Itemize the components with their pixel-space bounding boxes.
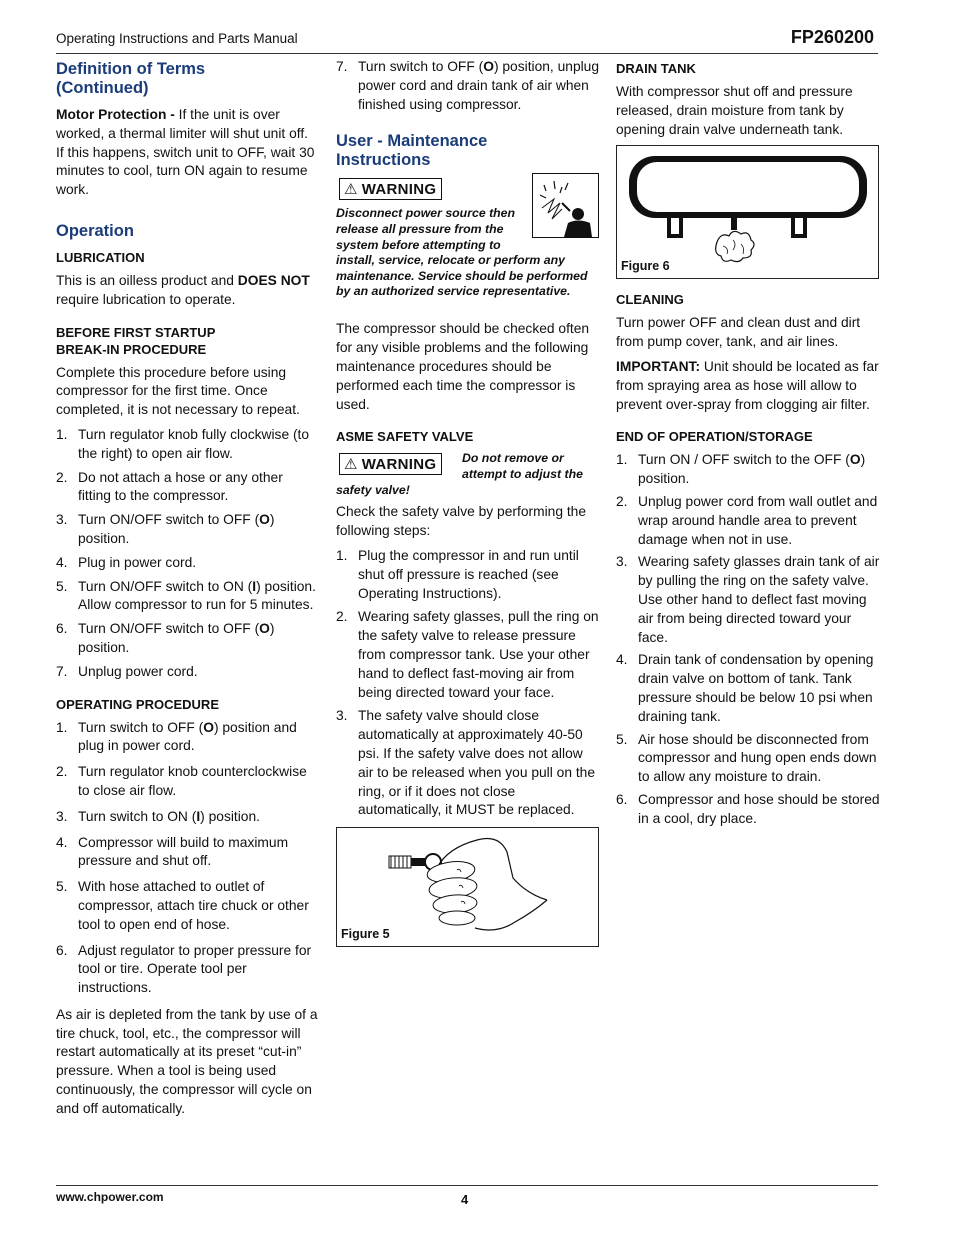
list-item bbox=[56, 808, 318, 827]
step-number: 6. bbox=[616, 791, 628, 807]
page-number: 4 bbox=[461, 1192, 469, 1207]
figure-5-label: Figure 5 bbox=[341, 927, 390, 942]
cleaning-paragraph: Turn power OFF and clean dust and dirt from pump cover, tank, and air lines. bbox=[616, 315, 861, 350]
drain-tank-paragraph: With compressor shut off and pressure released, drain moisture from tank by opening drain valve underneath tank. bbox=[616, 84, 853, 137]
step-number: 5. bbox=[616, 731, 628, 747]
step-text: Compressor will build to maximum pressure and shut off. bbox=[78, 834, 289, 869]
asme-steps bbox=[336, 547, 600, 820]
warning-text bbox=[336, 206, 598, 300]
step-text-a: Turn switch to OFF ( bbox=[358, 59, 484, 74]
list-item bbox=[616, 451, 882, 489]
step-number: 2. bbox=[616, 493, 628, 509]
step-text-part: ) position. bbox=[200, 808, 260, 824]
asme-warning-label: WARNING bbox=[361, 456, 437, 474]
step-text-part: Turn switch to OFF ( bbox=[78, 719, 204, 735]
list-item bbox=[336, 547, 600, 603]
model-number: FP260200 bbox=[790, 27, 874, 47]
step-number: 2. bbox=[56, 469, 68, 485]
lubrication-emphasis: DOES NOT bbox=[237, 272, 310, 288]
step-number: 1. bbox=[616, 452, 628, 468]
step-text-part: Turn ON / OFF switch to the OFF ( bbox=[638, 452, 850, 468]
motor-protection-text: If the unit is over worked, a thermal limiter will shut unit off. If this happens, switch unit to OFF, wait 30 minutes to cool, turn ON again to resume work. bbox=[56, 107, 315, 198]
step-number: 5. bbox=[56, 578, 68, 594]
list-item bbox=[56, 620, 318, 658]
step-text-part: Turn ON/OFF switch to ON ( bbox=[78, 578, 253, 594]
step-number: 3. bbox=[336, 708, 348, 724]
motor-protection-paragraph bbox=[56, 106, 318, 200]
step-text bbox=[78, 511, 318, 549]
figure-6 bbox=[616, 145, 879, 279]
operating-heading: OPERATING PROCEDURE bbox=[56, 696, 219, 712]
operation-heading: Operation bbox=[56, 221, 134, 240]
switch-symbol: I bbox=[252, 578, 257, 594]
step-number: 1. bbox=[56, 719, 68, 735]
maintenance-heading: User - Maintenance Instructions bbox=[336, 132, 488, 170]
website-link[interactable]: www.chpower.com bbox=[56, 1190, 164, 1204]
step-text: Wearing safety glasses, pull the ring on the safety valve to release pressure from compressor tank. Use your other hand to deflect fast-moving air from being directed toward your face. bbox=[358, 609, 599, 700]
step-number: 7. bbox=[56, 663, 68, 679]
step-text: Turn regulator knob fully clockwise (to the right) to open air flow. bbox=[78, 426, 310, 461]
storage-heading: END OF OPERATION/STORAGE bbox=[616, 429, 813, 445]
step-text-part: Turn ON/OFF switch to OFF ( bbox=[78, 621, 260, 637]
list-item bbox=[56, 834, 318, 872]
step-text: Air hose should be disconnected from compressor and hung open ends down to allow any moisture to drain. bbox=[638, 731, 877, 785]
lubrication-paragraph bbox=[56, 272, 318, 310]
list-item bbox=[56, 426, 318, 464]
lubrication-text-a: This is an oilless product and bbox=[56, 272, 238, 288]
drain-tank-heading: DRAIN TANK bbox=[616, 61, 696, 76]
step-text bbox=[78, 719, 318, 757]
step-text: Turn regulator knob counterclockwise to close air flow. bbox=[78, 764, 307, 798]
lubrication-text-c: require lubrication to operate. bbox=[56, 291, 236, 307]
step-text: Unplug power cord. bbox=[78, 663, 198, 679]
figure-5 bbox=[336, 827, 599, 947]
step-text-part: Turn switch to ON ( bbox=[78, 808, 197, 824]
step-text-part: ) position. bbox=[78, 512, 275, 546]
header-divider bbox=[56, 53, 878, 54]
text-wrap-spacer bbox=[526, 206, 598, 242]
operating-step-7 bbox=[336, 58, 600, 114]
asme-warning-message: Do not remove or attempt to adjust the safety valve! bbox=[336, 451, 583, 497]
switch-symbol: O bbox=[259, 512, 270, 528]
footer-divider bbox=[56, 1185, 878, 1186]
list-item bbox=[336, 58, 600, 114]
step-text: Plug in power cord. bbox=[78, 554, 197, 570]
check-paragraph: The compressor should be checked often for any visible problems and the following maintenance procedures should be performed each time the compressor is used. bbox=[336, 321, 590, 412]
step-text-part: ) position and plug in power cord. bbox=[78, 719, 297, 754]
step-text: Wearing safety glasses drain tank of air by pulling the ring on the safety valve. Use other hand to deflect fast moving air from being directed toward your face. bbox=[638, 554, 880, 645]
step-number: 2. bbox=[336, 609, 348, 625]
list-item bbox=[56, 469, 318, 507]
step-text bbox=[358, 58, 600, 114]
breakin-heading-line2: BREAK-IN PROCEDURE bbox=[56, 341, 207, 357]
switch-symbol: I bbox=[196, 808, 201, 824]
text-wrap-spacer bbox=[336, 451, 462, 481]
list-item bbox=[56, 719, 318, 757]
step-number: 1. bbox=[336, 547, 348, 563]
definition-heading: Definition of Terms (Continued) bbox=[56, 60, 206, 97]
list-item bbox=[56, 554, 318, 573]
cleaning-heading: CLEANING bbox=[616, 292, 684, 308]
step-number: 5. bbox=[56, 879, 68, 895]
step-text-c: ) position, unplug power cord and drain tank of air when finished using compressor. bbox=[358, 59, 600, 112]
operating-steps bbox=[56, 719, 318, 998]
warning-triangle-icon: ⚠ bbox=[344, 456, 358, 474]
step-text bbox=[78, 578, 318, 616]
breakin-steps bbox=[56, 426, 318, 682]
important-label: IMPORTANT: bbox=[616, 358, 701, 374]
breakin-heading-line1: BEFORE FIRST STARTUP bbox=[56, 324, 216, 340]
warning-message: Disconnect power source then release all pressure from the system before attempting to install, service, relocate or perform any maintenance. Service should be performed by an authorized service representative. bbox=[336, 206, 588, 299]
step-text-part: ) position. Allow compressor to run for 5 minutes. bbox=[78, 578, 316, 613]
asme-warning bbox=[336, 451, 600, 503]
closing-paragraph: As air is depleted from the tank by use of a tire chuck, tool, etc., the compressor will restart automatically at its preset “cut-in” pressure. When a tool is being used continuously, the compressor will cycle on and off automatically. bbox=[56, 1006, 318, 1116]
lubrication-heading: LUBRICATION bbox=[56, 249, 145, 265]
step-number: 4. bbox=[56, 554, 68, 570]
step-number: 3. bbox=[616, 554, 628, 570]
list-item bbox=[616, 493, 882, 549]
asme-warning-text bbox=[336, 451, 598, 498]
warning-label: WARNING bbox=[361, 181, 437, 199]
step-switch-symbol: O bbox=[483, 59, 494, 74]
switch-symbol: O bbox=[849, 452, 861, 468]
warning-triangle-icon: ⚠ bbox=[344, 181, 358, 199]
switch-symbol: O bbox=[259, 621, 270, 637]
step-text: Unplug power cord from wall outlet and wrap around handle area to prevent damage when not in use. bbox=[638, 493, 878, 547]
list-item bbox=[56, 511, 318, 549]
step-text-part: ) position. bbox=[638, 452, 866, 487]
step-text: With hose attached to outlet of compressor, attach tire chuck or other tool to open end of hose. bbox=[78, 879, 309, 932]
column-left bbox=[56, 58, 318, 1125]
column-middle bbox=[336, 58, 600, 947]
list-item bbox=[336, 608, 600, 702]
asme-intro: Check the safety valve by performing the following steps: bbox=[336, 504, 587, 539]
maintenance-warning bbox=[336, 178, 600, 320]
column-right bbox=[616, 58, 882, 833]
step-text: Adjust regulator to proper pressure for tool or tire. Operate tool per instructions. bbox=[78, 942, 312, 996]
step-text: Compressor and hose should be stored in a cool, dry place. bbox=[638, 791, 880, 826]
step-number: 4. bbox=[616, 652, 628, 668]
step-text: Drain tank of condensation by opening drain valve on bottom of tank. Tank pressure should be below 10 psi when draining tank. bbox=[638, 652, 874, 724]
figure-6-label: Figure 6 bbox=[621, 259, 670, 274]
breakin-heading bbox=[56, 324, 318, 358]
step-number: 2. bbox=[56, 764, 68, 780]
step-text bbox=[78, 620, 318, 658]
list-item bbox=[56, 942, 318, 998]
breakin-intro: Complete this procedure before using compressor for the first time. Once completed, it is not necessary to repeat. bbox=[56, 364, 300, 418]
step-number: 3. bbox=[56, 512, 68, 528]
manual-title: Operating Instructions and Parts Manual bbox=[56, 31, 298, 46]
list-item bbox=[616, 791, 882, 829]
step-text-part: Turn ON/OFF switch to OFF ( bbox=[78, 512, 260, 528]
list-item bbox=[56, 763, 318, 801]
step-text: Plug the compressor in and run until shut off pressure is reached (see Operating Instructions). bbox=[358, 547, 579, 601]
storage-steps bbox=[616, 451, 882, 828]
step-text-part: ) position. bbox=[78, 621, 275, 655]
list-item bbox=[56, 878, 318, 934]
step-number: 3. bbox=[56, 808, 68, 824]
asme-heading: ASME SAFETY VALVE bbox=[336, 429, 474, 445]
list-item bbox=[56, 578, 318, 616]
list-item bbox=[56, 663, 318, 682]
step-number: 6. bbox=[56, 942, 68, 958]
list-item bbox=[616, 651, 882, 726]
step-number: 7. bbox=[336, 59, 348, 74]
warning-badge bbox=[339, 178, 442, 200]
step-number: 1. bbox=[56, 426, 68, 442]
list-item bbox=[336, 707, 600, 820]
step-text: The safety valve should close automatically at approximately 40-50 psi. If the safety valve does not allow air to be released when you pull on the ring, or if it does not close automatically, it MUST be replaced. bbox=[358, 708, 596, 818]
step-text bbox=[638, 451, 882, 489]
step-number: 6. bbox=[56, 621, 68, 637]
step-text bbox=[78, 808, 318, 827]
list-item bbox=[616, 553, 882, 647]
motor-protection-label: Motor Protection - bbox=[56, 107, 179, 122]
step-text: Do not attach a hose or any other fitting to the compressor. bbox=[78, 469, 283, 504]
step-number: 4. bbox=[56, 834, 68, 850]
switch-symbol: O bbox=[203, 719, 214, 735]
important-paragraph bbox=[616, 358, 882, 414]
list-item bbox=[616, 731, 882, 787]
important-text: Unit should be located as far from spraying area as hose will allow to prevent over-spray from clogging air filter. bbox=[616, 358, 879, 412]
